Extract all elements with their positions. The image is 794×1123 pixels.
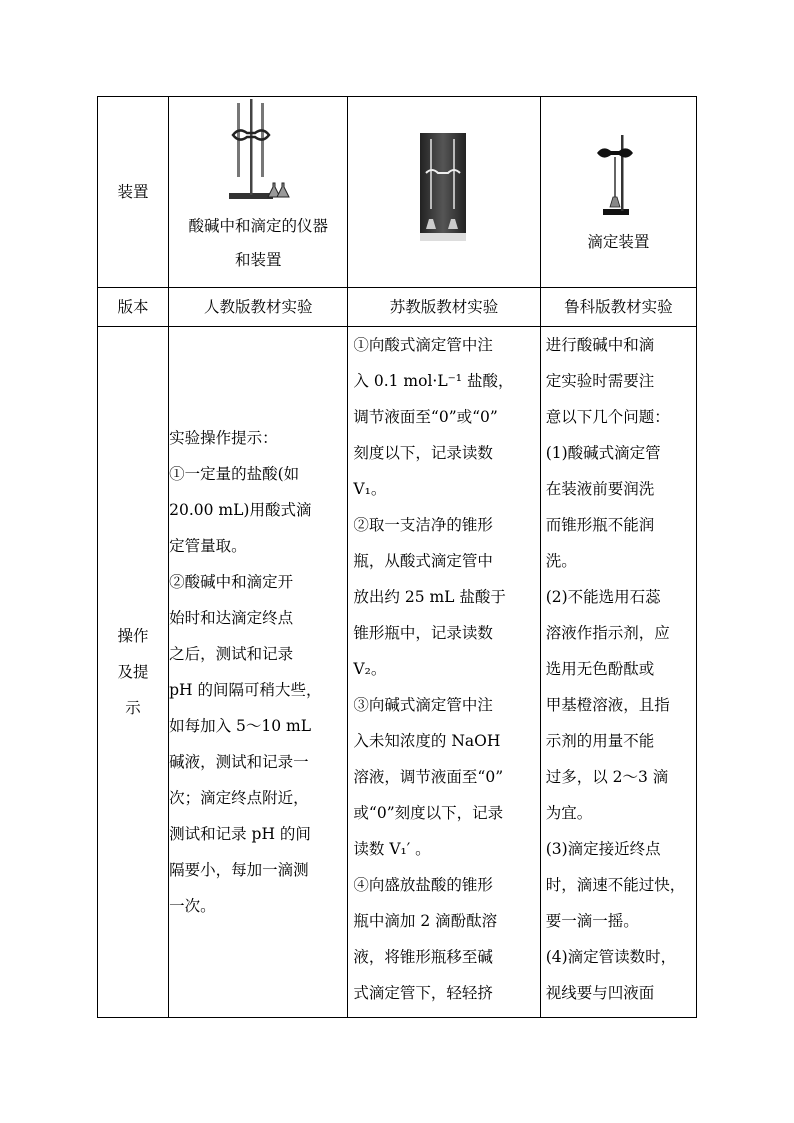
operation-line: 而锥形瓶不能润	[545, 516, 655, 534]
operation-sujiao	[348, 327, 540, 1018]
operation-line: ①一定量的盐酸(如	[169, 465, 300, 483]
operation-line: (4)滴定管读数时，	[545, 948, 677, 966]
operation-line: 要一滴一摇。	[545, 912, 639, 930]
operation-line: 洗。	[545, 552, 577, 570]
operation-line: 甲基橙溶液，且指	[545, 696, 670, 714]
operation-line: V₁。	[353, 480, 387, 498]
operation-line: (1)酸碱式滴定管	[545, 444, 661, 462]
operation-line: 锥形瓶中，记录读数	[353, 624, 493, 642]
operation-line: 瓶，从酸式滴定管中	[353, 552, 493, 570]
operation-lujiao	[540, 327, 696, 1018]
operation-sujiao-text	[353, 327, 534, 1011]
operation-line: 溶液，调节液面至“0”	[353, 768, 504, 786]
device-caption-renjiao: 酸碱中和滴定的仪器和装置	[188, 217, 328, 269]
operation-line: 入未知浓度的 NaOH	[353, 732, 501, 750]
operation-line: 读数 V₁′ 。	[353, 840, 431, 858]
device-cell-lujiao	[540, 97, 696, 288]
operation-lujiao-text	[546, 327, 691, 1011]
operation-line: 为宜。	[545, 804, 593, 822]
operation-line: 20.00 mL)用酸式滴	[169, 501, 312, 519]
operation-line: pH 的间隔可稍大些，	[169, 681, 322, 699]
version-renjiao: 人教版教材实验	[169, 288, 348, 327]
operation-line: 之后，测试和记录	[169, 645, 294, 663]
operation-line: 一次。	[169, 897, 216, 915]
operation-line: 实验操作提示：	[169, 429, 278, 447]
device-header-cell	[98, 97, 169, 288]
operation-line: 过多，以 2～3 滴	[545, 768, 669, 786]
operation-line: 测试和记录 pH 的间	[169, 825, 311, 843]
operation-line: 始时和达滴定终点	[169, 609, 294, 627]
version-lujiao: 鲁科版教材实验	[540, 288, 696, 327]
operation-line: ④向盛放盐酸的锥形	[353, 876, 493, 894]
operation-line: 次；滴定终点附近，	[169, 789, 309, 807]
titration-stand-illustration	[593, 135, 641, 217]
operation-line: V₂。	[353, 660, 387, 678]
operation-line: 示剂的用量不能	[545, 732, 655, 750]
operation-line: ②酸碱中和滴定开	[169, 573, 294, 591]
operation-line: 进行酸碱中和滴	[545, 336, 655, 354]
operation-renjiao	[169, 327, 348, 1018]
row-operation	[98, 327, 697, 1018]
operation-line: 选用无色酚酞或	[545, 660, 655, 678]
operation-line: 入 0.1 mol·L⁻¹ 盐酸，	[353, 372, 514, 390]
row-version	[98, 288, 697, 327]
device-header: 装置	[117, 183, 149, 201]
device-cell-sujiao	[348, 97, 540, 288]
version-header: 版本	[98, 288, 169, 327]
device-caption-lujiao: 滴定装置	[587, 233, 650, 251]
version-sujiao: 苏教版教材实验	[348, 288, 540, 327]
operation-renjiao-text	[169, 420, 347, 924]
operation-line: ②取一支洁净的锥形	[353, 516, 493, 534]
operation-line: 视线要与凹液面	[545, 984, 655, 1002]
operation-line: 或“0”刻度以下，记录	[353, 804, 504, 822]
row-device	[98, 97, 697, 288]
operation-line: 定实验时需要注	[545, 372, 655, 390]
titration-photo	[420, 133, 466, 241]
operation-line: ①向酸式滴定管中注	[353, 336, 493, 354]
operation-line: 定管量取。	[169, 537, 247, 555]
operation-line: 隔要小，每加一滴测	[169, 861, 309, 879]
operation-line: 时，滴速不能过快，	[545, 876, 686, 894]
operation-line: 放出约 25 mL 盐酸于	[353, 588, 506, 606]
operation-line: 溶液作指示剂，应	[545, 624, 670, 642]
operation-line: (3)滴定接近终点	[545, 840, 661, 858]
device-cell-renjiao	[169, 97, 348, 288]
operation-line: 调节液面至“0”或“0”	[353, 408, 498, 426]
operation-line: (2)不能选用石蕊	[545, 588, 661, 606]
operation-line: 如每加入 5～10 mL	[169, 717, 312, 735]
operation-line: 碱液，测试和记录一	[169, 753, 309, 771]
operation-line: 刻度以下，记录读数	[353, 444, 493, 462]
operation-line: 意以下几个问题：	[545, 408, 670, 426]
operation-header: 操作 及提 示	[98, 327, 169, 1018]
operation-line: 式滴定管下，轻轻挤	[353, 984, 493, 1002]
operation-line: 液，将锥形瓶移至碱	[353, 948, 493, 966]
titration-apparatus-illustration	[225, 99, 293, 209]
operation-line: ③向碱式滴定管中注	[353, 696, 493, 714]
operation-line: 在装液前要润洗	[545, 480, 655, 498]
operation-line: 瓶中滴加 2 滴酚酞溶	[353, 912, 498, 930]
comparison-table	[97, 96, 697, 1018]
